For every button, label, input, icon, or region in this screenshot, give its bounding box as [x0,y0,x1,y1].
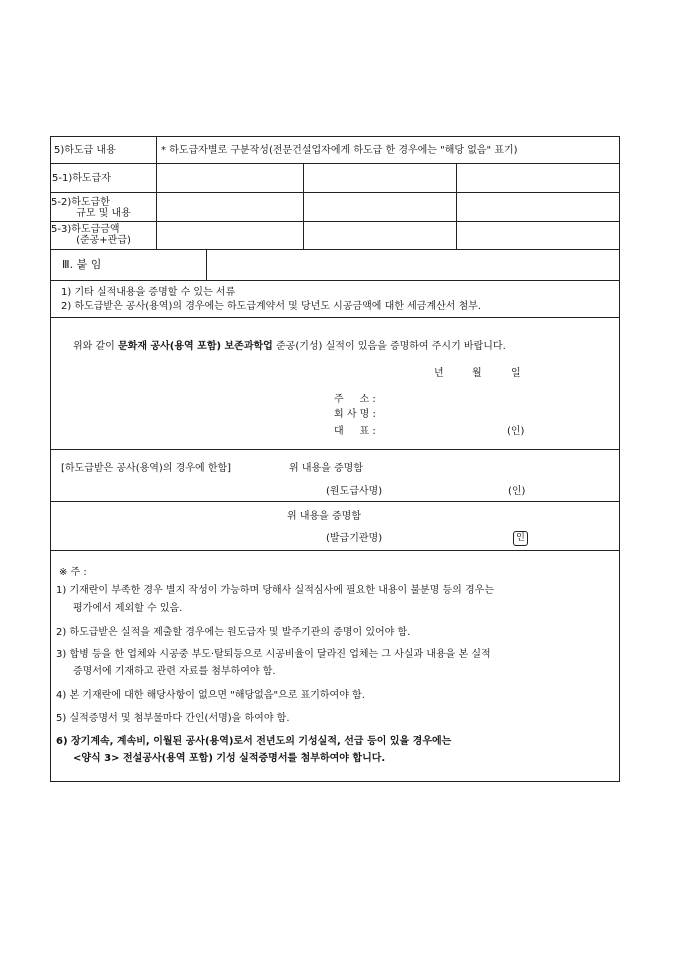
attachment-heading: Ⅲ. 붙 임 [62,258,102,271]
section5-note: * 하도급자별로 구분작성(전문건설업자에게 하도급 한 경우에는 "해당 없음" 표기) [161,145,518,156]
date-day: 일 [511,368,521,379]
row-label-sub: (준공+관급) [76,235,131,246]
address-label: 주 소 : [334,394,376,405]
column-divider [303,163,304,249]
note-item-bold: 6) 장기계속, 계속비, 이월된 공사(용역)로서 전년도의 기성실적, 선급 등이 있을 경우에는 [56,736,452,747]
row-divider [51,221,619,222]
row-label: 5-3)하도급금액 [51,224,120,235]
attachment-item: 1) 기타 실적내용을 증명할 수 있는 서류 [61,287,236,298]
subcontract-cert-text: 위 내용을 증명함 [289,463,363,474]
row-divider [51,317,619,318]
section5-label: 5)하도급 내용 [54,145,116,156]
subcontract-condition: [하도급받은 공사(용역)의 경우에 한함] [61,463,232,474]
notes-heading: ※ 주 : [59,567,87,578]
subcontractor-issuer: (원도급사명) [326,486,383,497]
note-item: 1) 기재란이 부족한 경우 별지 작성이 가능하며 당해사 실적심사에 필요한 내용이 불분명 등의 경우는 [56,585,494,596]
row-divider [51,501,619,502]
request-text: 위와 같이 문화재 공사(용역 포함) 보존과학업 준공(기성) 실적이 있음을 증명하여 주시기 바랍니다. [73,341,506,352]
row-divider [51,550,619,551]
row-divider [51,163,619,164]
note-item: 증명서에 기재하고 관련 자료를 첨부하여야 함. [73,666,276,677]
date-year: 년 [434,368,444,379]
column-divider [156,137,157,249]
row-label: 5-1)하도급자 [52,173,111,184]
row-divider [51,249,619,250]
row-divider [51,280,619,281]
seal-mark: (인) [508,486,526,497]
agency-issuer: (발급기관명) [326,533,383,544]
company-label: 회 사 명 : [334,409,376,420]
note-item: 3) 합병 등을 한 업체와 시공중 부도·탈퇴등으로 시공비율이 달라진 업체는 그 사실과 내용을 본 실적 [56,649,491,660]
seal-stamp: 인 [513,531,528,546]
certificate-form [50,136,620,782]
column-divider [456,163,457,249]
seal-mark: (인) [507,426,525,437]
representative-label: 대 표 : [334,426,376,437]
note-item: 평가에서 제외할 수 있음. [73,603,183,614]
row-divider [51,192,619,193]
row-divider [51,449,619,450]
row-label: 5-2)하도급한 [51,197,110,208]
note-item: 5) 실적증명서 및 첨부물마다 간인(서명)을 하여야 함. [56,713,290,724]
date-month: 월 [472,368,482,379]
note-item: 2) 하도급받은 실적을 제출할 경우에는 원도급자 및 발주기관의 증명이 있어야 함. [56,627,411,638]
note-item: 4) 본 기재란에 대한 해당사항이 없으면 "해당없음"으로 표기하여야 함. [56,690,365,701]
row-label-sub: 규모 및 내용 [76,208,131,219]
column-divider [206,249,207,280]
note-item-bold: <양식 3> 전설공사(용역 포함) 기성 실적증명서를 첨부하여야 합니다. [73,753,386,764]
attachment-item: 2) 하도급받은 공사(용역)의 경우에는 하도급계약서 및 당년도 시공금액에 대한 세금계산서 첨부. [61,301,482,312]
agency-cert-text: 위 내용을 증명함 [287,511,361,522]
